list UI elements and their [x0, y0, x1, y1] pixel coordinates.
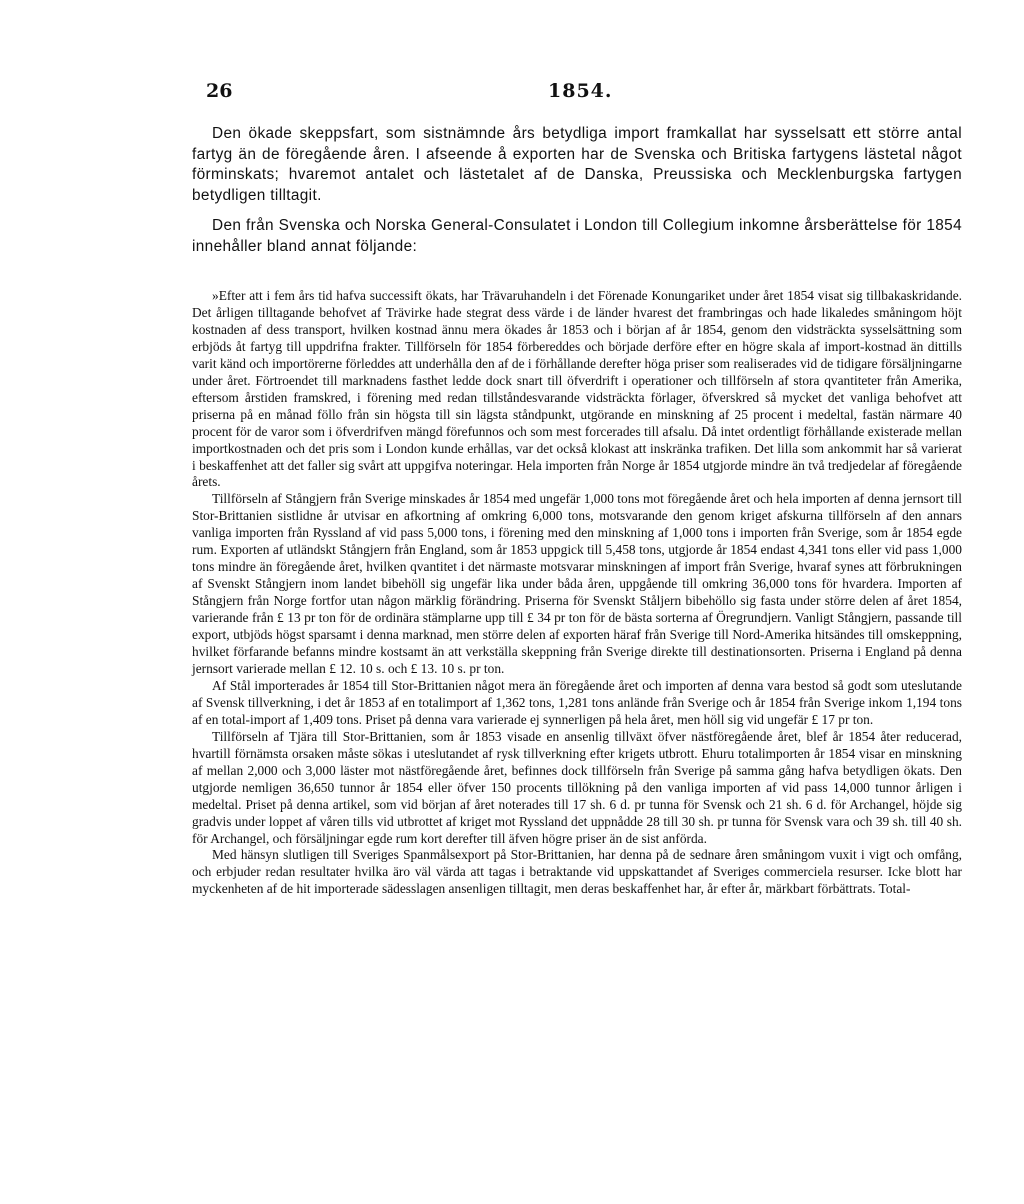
- report-paragraph-timber: »Efter att i fem års tid hafva successift ökats, har Trävaruhandeln i det Förenade Konungariket under året 1854 visat sig tillbakaskridande. Det årligen tilltagande behofvet af Trävirke hade stegrat dess värde i de länder hvarest det frambringas och hade likaledes småningom höjt kostnaden af dess transport, hvilken kostnad ännu mera ökades år 1853 och i början af år 1854, genom den vidsträckta sysselsättning som erbjöds åt fartyg till uppdrifna frakter. Tillförseln för 1854 förbereddes och började derföre efter en högre skala af import-kostnad än dittills varit känd och importörerne förleddes att underhålla den af de i förhållande derefter höga priser som realiserades vid de tidigare försäljningarne under året. Förtroendet till marknadens fasthet ledde dock snart till öfverdrift i operationer och tillförseln af stora qvantiteter från Amerika, eftersom årstiden framskred, i förening med redan tillståndesvarande vidsträckta förlager, öfverskred så mycket det vanliga behofvet att priserna på en månad föllo från sin högsta till sin lägsta ståndpunkt, utgörande en minskning af 25 procent i medeltal, fastän närmare 40 procent för de varor som i öfverdrifven mängd förefunnos och som mest forcerades till afsalu. Då intet ordentligt förhållande existerade mellan importkostnaden och det pris som i London kunde erhållas, var det också klokast att inskränka trafiken. Det lilla som ankommit har så varierat i beskaffenhet att det faller sig svårt att uppgifva noteringar. Hela importen från Norge år 1854 utgjorde mindre än två tredjedelar af föregående årets.: [192, 288, 962, 490]
- report-paragraph-tar: Tillförseln af Tjära till Stor-Brittanien, som år 1853 visade en ansenlig tillväxt öfver nästföregående året, blef år 1854 åter reducerad, hvartill förnämsta orsaken måste sökas i uteslutandet af rysk tillverkning efter krigets utbrott. Ehuru totalimporten år 1854 visar en minskning af mellan 2,000 och 3,000 läster mot nästföregående året, befinnes dock tillförseln från Sverige på samma gång hafva betydligen ökats. Den utgjorde nemligen 36,650 tunnor år 1854 eller öfver 150 procents tillökning på den vanliga importen af vid pass 14,000 tunnor årligen i medeltal. Priset på denna artikel, som vid början af året noterades till 17 sh. 6 d. pr tunna för Svensk och 21 sh. 6 d. för Archangel, höjde sig gradvis under loppet af våren tills vid utbrottet af kriget mot Ryssland det uppnådde 28 till 30 sh. pr tunna för Svensk vara och 39 sh. till 40 sh. för Archangel, och försäljningar egde rum kort derefter till äfven högre priser än de sist anförda.: [192, 728, 962, 846]
- intro-paragraph: Den från Svenska och Norska General-Consulatet i London till Collegium inkomne årsberättelse för 1854 innehåller bland annat följande:: [192, 217, 962, 255]
- intro-section: [192, 124, 962, 257]
- report-paragraph-steel: Af Stål importerades år 1854 till Stor-Brittanien något mera än föregående året och importen af denna vara bestod så godt som uteslutande af Svensk tillverkning, i det år 1853 af en totalimport af 1,362 tons, 1,281 tons anlände från Sverige och år 1854 från Sverige inkom 1,194 tons af en total-import af 1,409 tons. Priset på denna vara varierade ej synnerligen på hela året, men höll sig vid ungefär £ 17 pr ton.: [192, 677, 962, 727]
- page-year-heading: 1854.: [548, 80, 613, 102]
- report-paragraph-grain: Med hänsyn slutligen till Sveriges Spanmålsexport på Stor-Brittanien, har denna på de sednare åren småningom vuxit i vigt och omfång, och erbjuder redan resultater hvilka äro väl värda att tagas i betraktande vid uppskattandet af Sveriges commerciela resurser. Icke blott har myckenheten af de hit importerade sädesslagen ansenligen tilltagit, men deras beskaffenhet har, år efter år, märkbart förbättrats. Total-: [192, 847, 962, 897]
- page-header: [192, 80, 962, 110]
- page-number: 26: [206, 80, 233, 102]
- report-paragraph-bar-iron: Tillförseln af Stångjern från Sverige minskades år 1854 med ungefär 1,000 tons mot föregående året och hela importen af denna jernsort till Stor-Brittanien sistlidne år utvisar en afkortning af omkring 6,000 tons, motsvarande den genom kriget afskurna tillförseln af den annars vanliga importen från Ryssland af vid pass 5,000 tons, i förening med den minskning af 1,000 tons i importen från Sverige, som år 1854 egde rum. Exporten af utländskt Stångjern från England, som år 1853 uppgick till 5,458 tons, utgjorde år 1854 endast 4,341 tons eller vid pass 1,000 tons mindre än föregående året, hvilken qvantitet i det närmaste motsvarar minskningen af import från Sverige, hvaraf synes att förbrukningen af Svenskt Stångjern inom landet bibehöll sig ungefär lika under båda åren, uppgående till omkring 36,000 tons för hvardera. Importen af Stångjern från Norge fortfor utan någon märklig förändring. Priserna för Svenskt Ståljern bibehöllo sig fasta under större delen af året 1854, varierande från £ 13 pr ton för de ordinära stämplarne upp till £ 34 pr ton för de bästa sorterna af Öregrundjern. Vanligt Stångjern, passande till export, utbjöds högst sparsamt i denna marknad, men större delen af exporten häraf från Sverige till Nord-Amerika hitsändes till omskeppning, hvilket förfarande befanns mindre kostsamt än att verkställa skeppning från Sverige direkte till destinationsorten. Priserna i England på denna jernsort varierade mellan £ 12. 10 s. och £ 13. 10 s. pr ton.: [192, 491, 962, 676]
- intro-paragraph: Den ökade skeppsfart, som sistnämnde års betydliga import framkallat har sysselsatt ett större antal fartyg än de föregående åren. I afseende å exporten har de Svenska och Britiska fartygens lästetal något förminskats; hvaremot antalet och lästetalet af de Danska, Preussiska och Mecklenburgska fartygen betydligen tilltagit.: [192, 125, 962, 204]
- consulate-report-quote: [192, 288, 962, 898]
